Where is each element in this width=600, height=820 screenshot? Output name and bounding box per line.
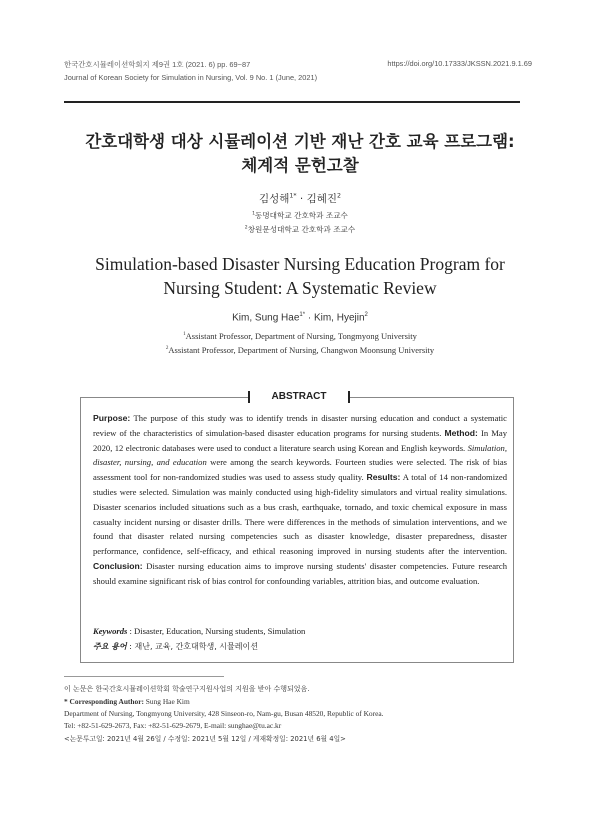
author-1-en: Kim, Sung Hae [232,312,300,324]
corresponding-author [64,696,544,708]
keywords-en-text: : Disaster, Education, Nursing students, Simulation [127,626,306,636]
footnote-rule [64,676,224,677]
purpose-label: Purpose: [93,413,131,423]
results-text: A total of 14 non-randomized studies were selected. Simulation was mainly conducted using high-fidelity simulators and virtual reality simulations. Disaster scenarios included situations such as a bus crash, earthquake, tornado, and toxic chemical exposure in mass casualty incident nursing or disaster drills. There were differences in the methods of simulation interventions, and we found that disaster related nursing competencies such as disaster knowledge, disaster preparedness, disaster performance, confidence, self-efficacy, and ethical reasoning improved in nursing students after the intervention. [93,472,508,557]
keywords-en-label: Keywords [93,626,128,636]
journal-name-en: Journal of Korean Society for Simulation in Nursing, Vol. 9 No. 1 (June, 2021) [64,73,318,82]
affiliation-2-ko-mark: 2 [244,225,248,231]
author-1-en-mark: 1* [299,312,306,318]
affiliation-1-ko-text: 동명대학교 간호학과 조교수 [255,211,348,220]
affiliation-2-ko-text: 창원문성대학교 간호학과 조교수 [247,225,356,234]
affiliation-2-en-text: Assistant Professor, Department of Nursing, Changwon Moonsung University [168,345,435,355]
corresponding-contact: Tel: +82-51-629-2673, Fax: +82-51-629-2679, E-mail: sunghae@tu.ac.kr [64,721,282,730]
korean-title-line1: 간호대학생 대상 시뮬레이션 기반 재난 간호 교육 프로그램: [85,132,515,151]
conclusion-text: Disaster nursing education aims to improve nursing students' disaster competencies. Future research should examine significant risk of bias control for confounding variables, attrition bias, and outcome evaluation. [93,560,507,586]
keywords-ko-text: : 재난, 교육, 간호대학생, 시뮬레이션 [126,642,258,651]
korean-title [0,130,600,178]
keywords-ko [93,641,507,652]
author-2-en: Kim, Hyejin [313,312,365,324]
affiliation-1-en-mark: 1 [183,331,186,338]
keywords-ko-label: 주요 용어 [93,642,127,651]
method-keywords: Simulation, disaster, nursing, and education [93,442,507,468]
english-title-line1: Simulation-based Disaster Nursing Education Program for [95,254,505,274]
corresponding-author-name: Sung Hae Kim [143,697,190,706]
author-1-ko-mark: 1* [289,192,297,200]
korean-title-line2: 체계적 문헌고찰 [241,156,359,175]
author-separator-en: · [305,312,314,324]
affiliation-2-ko [0,224,600,235]
author-1-ko: 김성해 [258,193,290,205]
korean-authors [0,191,600,206]
author-2-ko: 김혜진 [306,193,338,205]
affiliation-1-ko [0,210,600,221]
affiliation-1-en-text: Assistant Professor, Department of Nursing, Tongmyong University [185,331,417,341]
keywords-en [93,626,507,636]
abstract-heading [248,389,350,405]
english-authors [0,312,600,323]
header-rule [64,101,520,103]
journal-name-ko: 한국간호시뮬레이션학회지 제9권 1호 (2021. 6) pp. 69~87 [64,60,251,69]
affiliation-2-en-mark: 2 [165,345,169,352]
corresponding-author-label: * Corresponding Author: [64,697,144,706]
abstract-heading-bar-left [248,391,250,403]
affiliation-1-en [0,331,600,341]
method-text-a: In May 2020, 12 electronic databases were used to conduct a literature search using Korean and English keywords. [93,427,507,453]
doi-link[interactable]: https://doi.org/10.17333/JKSSN.2021.9.1.69 [387,59,532,68]
method-text-b: were among the search keywords. Fourteen studies were selected. The risk of bias assessment tool for non-randomized studies was used to assess study quality. [93,457,507,483]
abstract-body [93,411,507,589]
affiliation-2-en [0,345,600,355]
affiliation-1-ko-mark: 1 [252,211,256,217]
conclusion-label: Conclusion: [93,560,143,571]
author-separator: · [296,193,307,205]
purpose-text: The purpose of this study was to identify trends in disaster nursing education and conduct a systematic review of the characteristics of simulation-based disaster education programs for nursing students. [93,413,507,438]
abstract-heading-bar-right [348,391,350,403]
abstract-heading-text: ABSTRACT [271,391,327,402]
corresponding-address: Department of Nursing, Tongmyong University, 428 Sinseon-ro, Nam-gu, Busan 48520, Republic of Korea. [64,709,384,718]
funding-note: 이 논문은 한국간호시뮬레이션학회 학술연구지원사업의 지원을 받아 수행되었음. [64,685,310,693]
submission-dates: <논문투고일: 2021년 4월 26일 / 수정일: 2021년 5월 12일 / 게재확정일: 2021년 6월 4일> [64,735,346,743]
results-label: Results: [366,472,401,483]
author-2-ko-mark: 2 [337,192,342,200]
english-title [0,252,600,300]
author-2-en-mark: 2 [364,312,368,318]
method-label: Method: [444,427,478,438]
english-title-line2: Nursing Student: A Systematic Review [163,278,437,298]
